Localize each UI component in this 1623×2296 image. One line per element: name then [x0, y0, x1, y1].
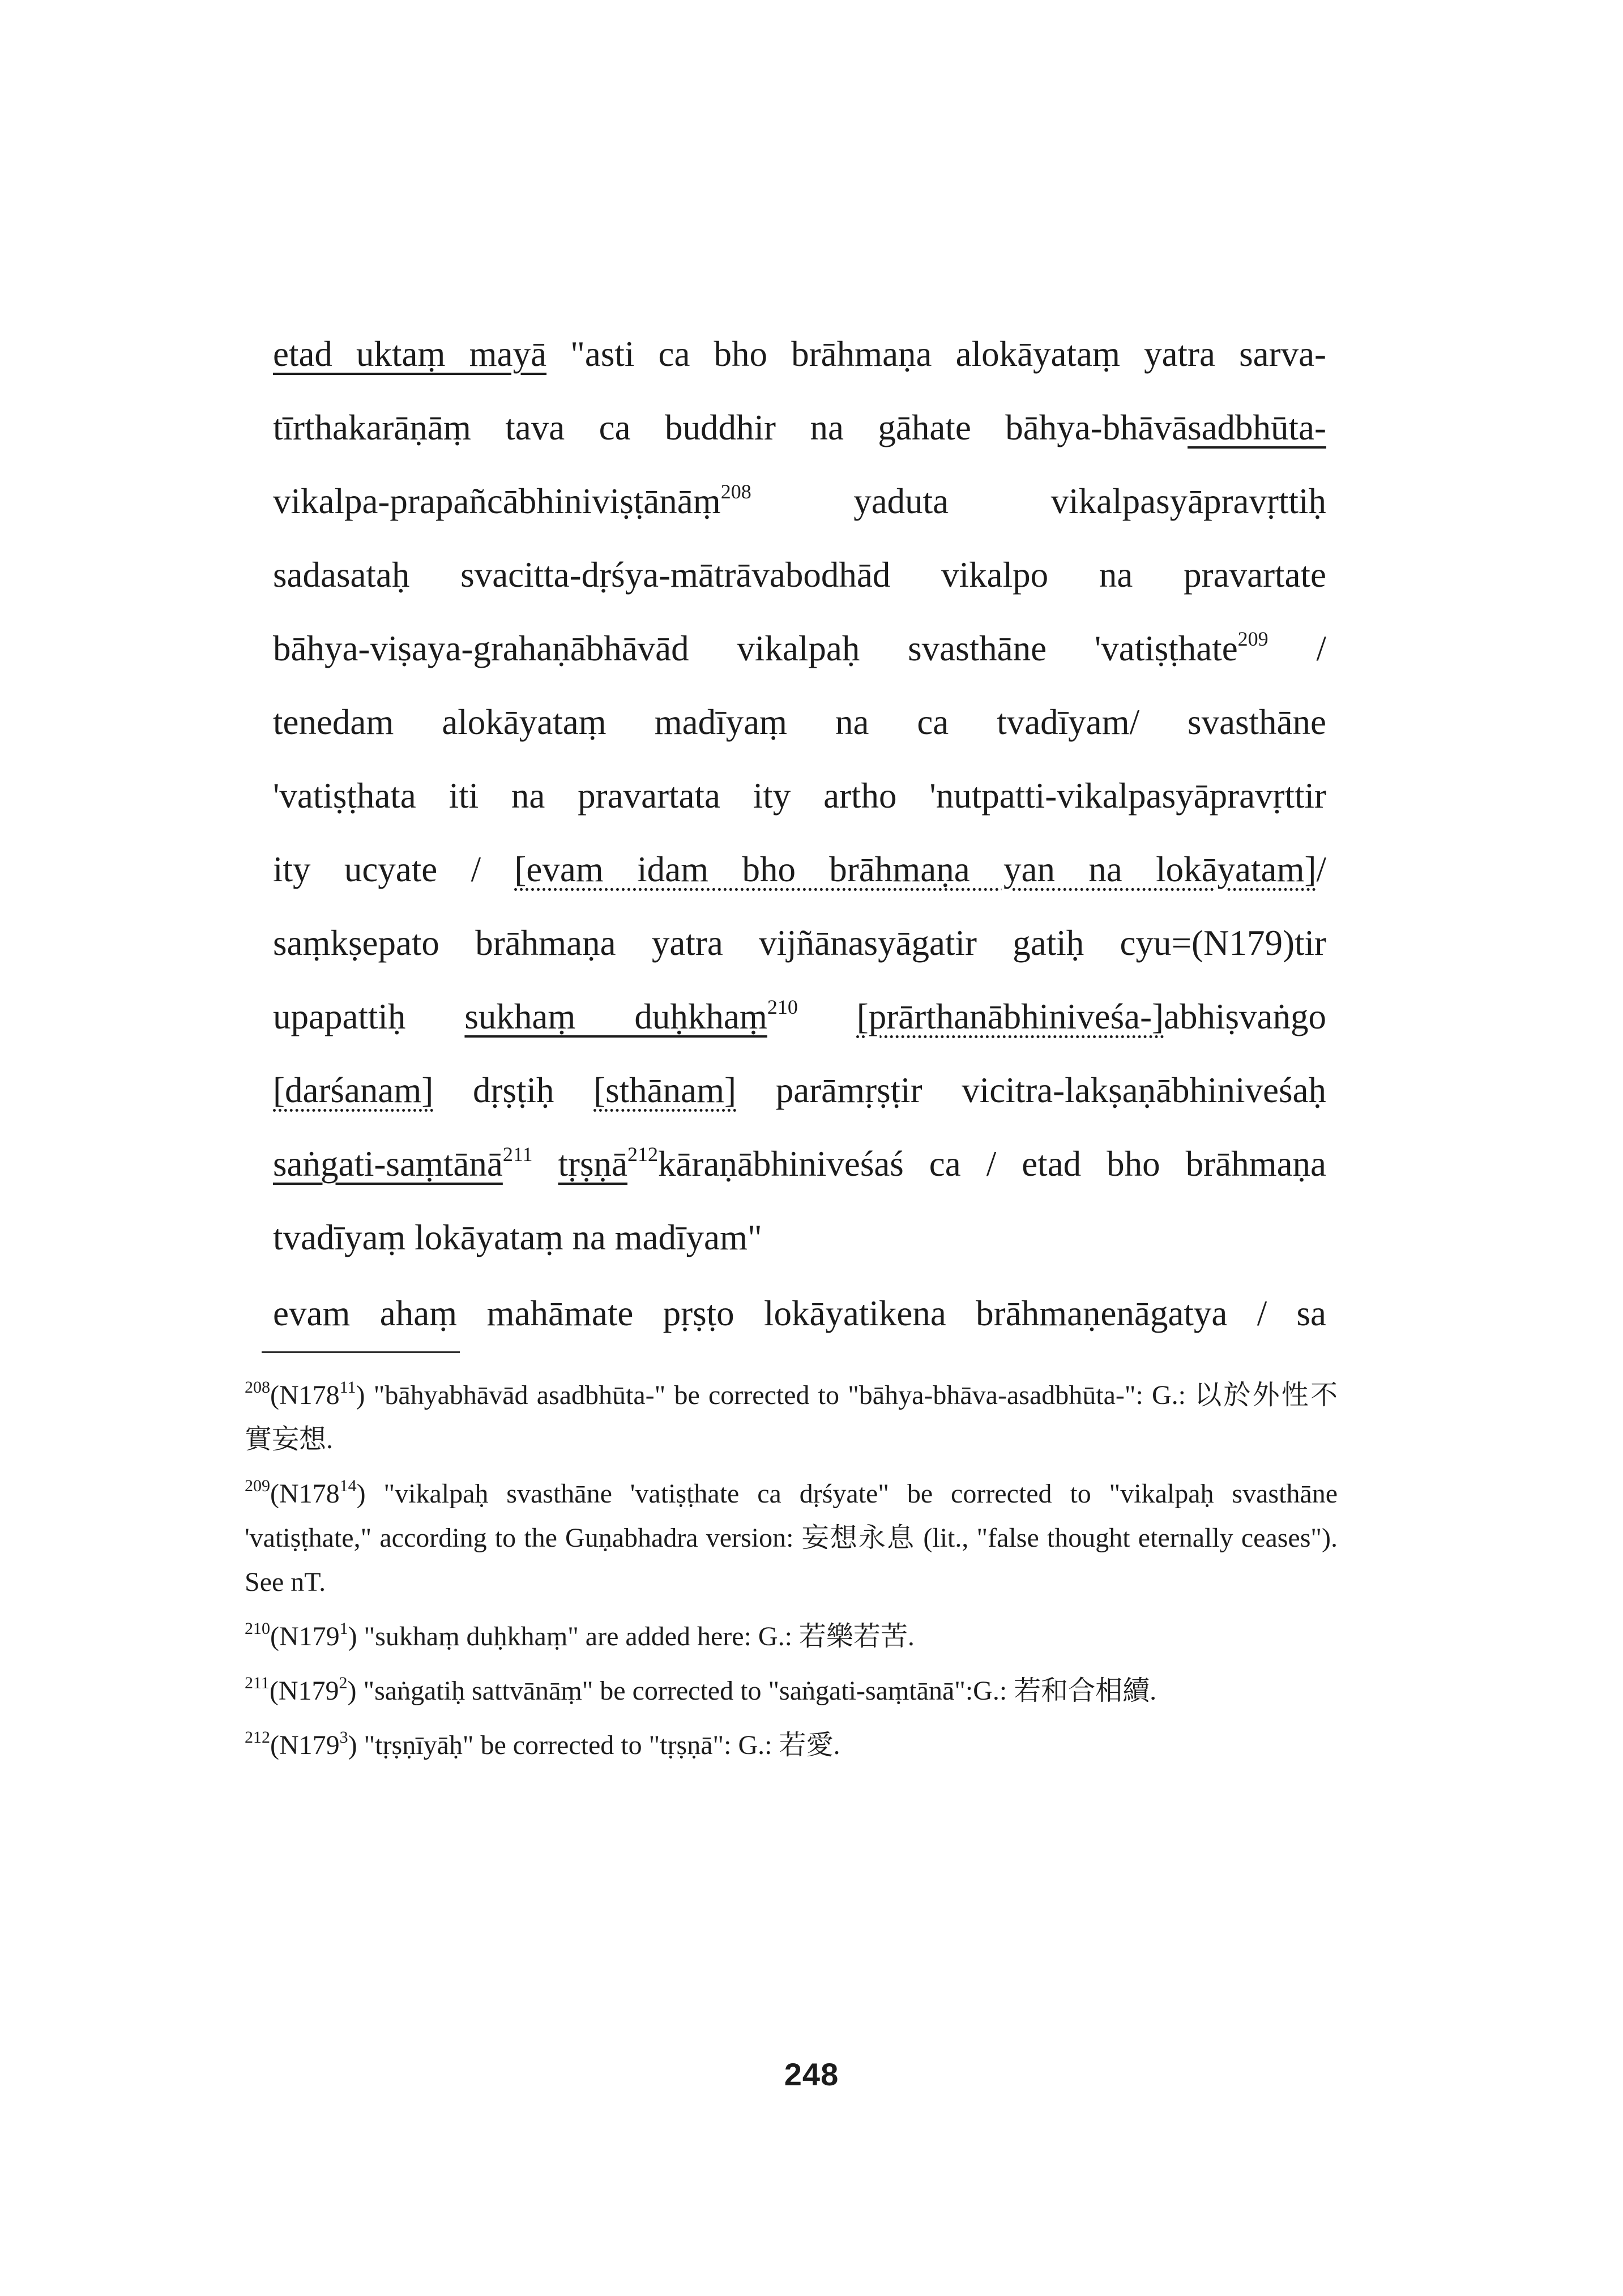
text-span: / — [1268, 629, 1326, 668]
underlined-text: sukhaṃ duḥkhaṃ — [464, 997, 767, 1036]
text-line — [273, 1127, 1326, 1201]
footnote-ref-sup: 3 — [339, 1728, 348, 1747]
footnote-ref: (N178 — [270, 1479, 340, 1509]
text-span: / — [1316, 850, 1326, 889]
footnote-ref-209: 209 — [1237, 628, 1268, 650]
text-line — [273, 464, 1326, 538]
text-line: sadasataḥ svacitta-dṛśya-mātrāvabodhād vikalpo na pravartate — [273, 555, 1326, 595]
footnote-208 — [245, 1373, 1338, 1462]
text-line — [273, 391, 1326, 464]
footnote-text: ) "saṅgatiḥ sattvānāṃ" be corrected to "saṅgati-saṃtānā":G.: 若和合相續. — [347, 1676, 1157, 1706]
footnote-211 — [245, 1669, 1338, 1713]
text-span: parāmṛṣṭir vicitra-lakṣaṇābhiniveśaḥ — [736, 1070, 1326, 1110]
footnote-210 — [245, 1615, 1338, 1659]
footnote-number: 209 — [245, 1476, 270, 1495]
dotted-underlined-text: [evam idam bho brāhmaṇa yan na lokāyatam] — [514, 850, 1317, 889]
footnote-212 — [245, 1723, 1338, 1768]
text-span: kāraṇābhiniveśaś ca / etad bho brāhmaṇa — [657, 1144, 1327, 1184]
footnote-209 — [245, 1472, 1338, 1604]
footnote-ref-210: 210 — [767, 996, 798, 1018]
footnote-number: 211 — [245, 1674, 270, 1692]
dotted-underlined-text: [prārthanābhiniveśa-] — [856, 997, 1164, 1036]
underlined-text: sadbhūta- — [1188, 408, 1326, 447]
text-line — [273, 317, 1326, 391]
footnote-ref-sup: 2 — [339, 1674, 348, 1692]
footnote-divider — [262, 1351, 460, 1353]
footnote-ref-208: 208 — [720, 480, 751, 503]
text-line — [273, 833, 1326, 906]
text-span: bāhya-viṣaya-grahaṇābhāvād vikalpaḥ svasthāne 'vatiṣṭhate — [273, 629, 1238, 668]
footnote-ref-212: 212 — [627, 1143, 658, 1166]
text-span: vikalpa-prapañcābhiniviṣṭānāṃ — [273, 481, 721, 521]
underlined-text: etad uktaṃ mayā — [273, 334, 547, 374]
footnote-ref: (N179 — [269, 1676, 339, 1706]
footnote-ref-sup: 1 — [339, 1619, 348, 1638]
text-span — [798, 997, 857, 1036]
text-line — [273, 1053, 1326, 1127]
text-line: tvadīyaṃ lokāyataṃ na madīyam" — [273, 1218, 762, 1257]
text-line: saṃkṣepato brāhmaṇa yatra vijñānasyāgatir gatiḥ cyu=(N179)tir — [273, 923, 1326, 963]
footnote-number: 208 — [245, 1378, 270, 1397]
footnote-text: ) "bāhyabhāvād asadbhūta-" be corrected to "bāhya-bhāva-asadbhūta-": G.: 以於外性不實妄想. — [245, 1380, 1338, 1454]
dotted-underlined-text: [darśanam] — [273, 1070, 434, 1110]
footnote-ref-211: 211 — [502, 1143, 533, 1166]
footnote-number: 212 — [245, 1728, 270, 1747]
footnote-ref-sup: 11 — [339, 1378, 356, 1397]
text-line: evam ahaṃ mahāmate pṛṣṭo lokāyatikena brāhmaṇenāgatya / sa — [273, 1294, 1326, 1333]
text-line: 'vatiṣṭhata iti na pravartata ity artho 'nutpatti-vikalpasyāpravṛttir — [273, 776, 1326, 816]
text-span: abhiṣvaṅgo — [1164, 997, 1326, 1036]
text-line — [273, 980, 1326, 1053]
footnote-text: ) "vikalpaḥ svasthāne 'vatiṣṭhate ca dṛśyate" be corrected to "vikalpaḥ svasthāne 'vatiṣṭhate," according to the Guṇabhadra version: 妄想永息 (lit., "false thought eternally ceases"). See nT. — [245, 1479, 1338, 1597]
footnote-ref: (N178 — [270, 1380, 340, 1410]
text-span: dṛṣṭiḥ — [433, 1070, 594, 1110]
dotted-underlined-text: [sthānam] — [593, 1070, 737, 1110]
footnote-text: ) "tṛṣṇīyāḥ" be corrected to "tṛṣṇā": G.: 若愛. — [348, 1730, 840, 1760]
text-span: tīrthakarāṇāṃ tava ca buddhir na gāhate bāhya-bhāvā — [273, 408, 1188, 447]
underlined-text: saṅgati-saṃtānā — [273, 1144, 503, 1184]
footnote-ref-sup: 14 — [339, 1476, 357, 1495]
text-span: "asti ca bho brāhmaṇa alokāyataṃ yatra sarva- — [546, 334, 1327, 374]
footnote-text: ) "sukhaṃ duḥkhaṃ" are added here: G.: 若樂若苦. — [348, 1621, 915, 1651]
text-line: tenedam alokāyataṃ madīyaṃ na ca tvadīyam/ svasthāne — [273, 702, 1326, 742]
footnote-ref: (N179 — [270, 1730, 340, 1760]
page-number: 248 — [784, 2056, 839, 2092]
text-span — [533, 1144, 558, 1184]
text-span: upapattiḥ — [273, 997, 465, 1036]
text-span: ity ucyate / — [273, 850, 515, 889]
footnote-ref: (N179 — [270, 1621, 340, 1651]
text-span: yaduta vikalpasyāpravṛttiḥ — [751, 481, 1326, 521]
footnotes — [245, 1373, 1338, 1778]
main-text — [273, 317, 1326, 1350]
footnote-number: 210 — [245, 1619, 270, 1638]
underlined-text: tṛṣṇā — [558, 1144, 627, 1184]
text-line — [273, 612, 1326, 685]
